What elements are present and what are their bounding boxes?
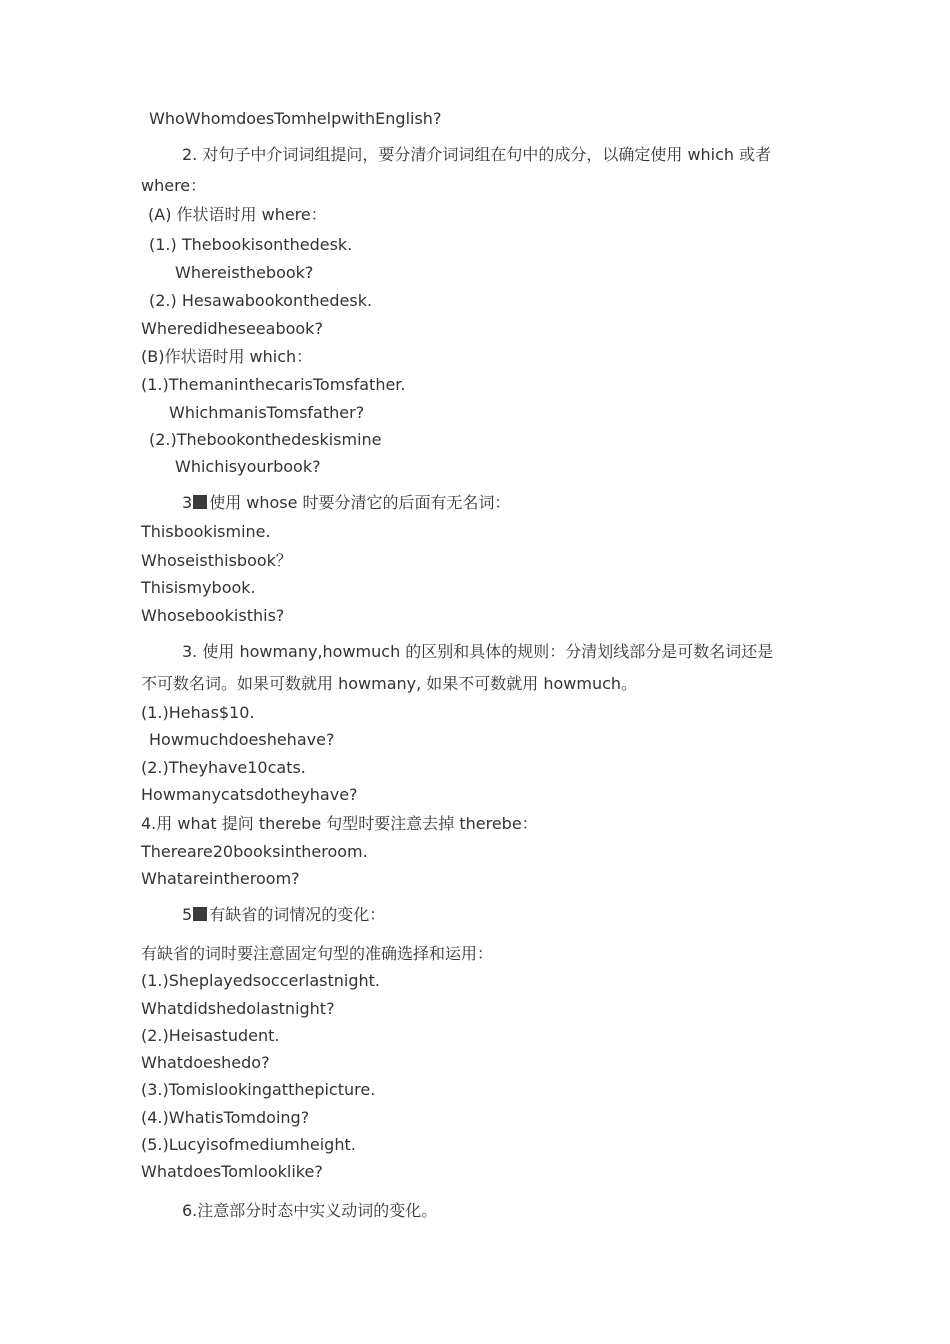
example-question: WhichmanisTomsfather? [169,403,365,422]
section-5-heading [182,905,385,925]
section-title: 使用 whose 时要分清它的后面有无名词： [209,493,511,512]
example-sentence: (1.) Thebookisonthedesk. [149,235,353,254]
section-6-heading: 6.注意部分时态中实义动词的变化。 [182,1201,438,1220]
section-3-heading [182,493,511,513]
section-title: 有缺省的词情况的变化： [209,905,386,924]
example-sentence: (2.)Theyhave10cats. [141,758,306,777]
example-question: Howmanycatsdotheyhave? [141,785,358,804]
section-3b-heading: 3. 使用 howmany,howmuch 的区别和具体的规则：分清划线部分是可数名词还是 [182,642,774,661]
example-question: Wheredidheseeabook? [141,319,323,338]
example-question: Whereisthebook? [175,263,314,282]
square-bullet-icon [193,907,207,921]
text-line: 不可数名词。如果可数就用 howmany, 如果不可数就用 howmuch。 [141,674,638,693]
example-sentence: (5.)Lucyisofmediumheight. [141,1135,356,1154]
example-sentence: (1.)Hehas$10. [141,703,255,722]
example-sentence: Thisbookismine. [141,522,271,541]
example-question: Whosebookisthis? [141,606,285,625]
section-number: 5 [182,905,193,924]
example-sentence: (2.) Hesawabookonthedesk. [149,291,373,310]
example-question: Whatareintheroom? [141,869,300,888]
example-question: WhatdoesTomlooklike? [141,1162,323,1181]
example-sentence: (3.)Tomislookingatthepicture. [141,1080,376,1099]
example-question: Whoseisthisbook？ [141,551,292,570]
text-line: WhoWhomdoesTomhelpwithEnglish? [149,109,442,128]
example-question: Whichisyourbook? [175,457,321,476]
example-question: Howmuchdoeshehave? [149,730,335,749]
example-sentence: (2.)Thebookonthedeskismine [149,430,382,449]
example-sentence: Thisismybook. [141,578,256,597]
section-number: 3 [182,493,193,512]
section-2-heading: 2. 对句子中介词词组提问，要分清介词词组在句中的成分，以确定使用 which 或者 [182,145,772,164]
example-question: Whatdoeshedo? [141,1053,270,1072]
text-line: where： [141,176,207,195]
subsection-a-heading: (A) 作状语时用 where： [148,205,327,224]
example-sentence: (2.)Heisastudent. [141,1026,280,1045]
square-bullet-icon [193,495,207,509]
text-line: 有缺省的词时要注意固定句型的准确选择和运用： [141,944,494,963]
example-sentence: (4.)WhatisTomdoing? [141,1108,310,1127]
example-sentence: Thereare20booksintheroom. [141,842,368,861]
example-sentence: (1.)ThemaninthecarisTomsfather. [141,375,406,394]
example-question: Whatdidshedolastnight? [141,999,335,1018]
subsection-b-heading: (B)作状语时用 which： [141,347,313,366]
section-4-heading: 4.用 what 提问 therebe 句型时要注意去掉 therebe： [141,814,538,833]
example-sentence: (1.)Sheplayedsoccerlastnight. [141,971,381,990]
